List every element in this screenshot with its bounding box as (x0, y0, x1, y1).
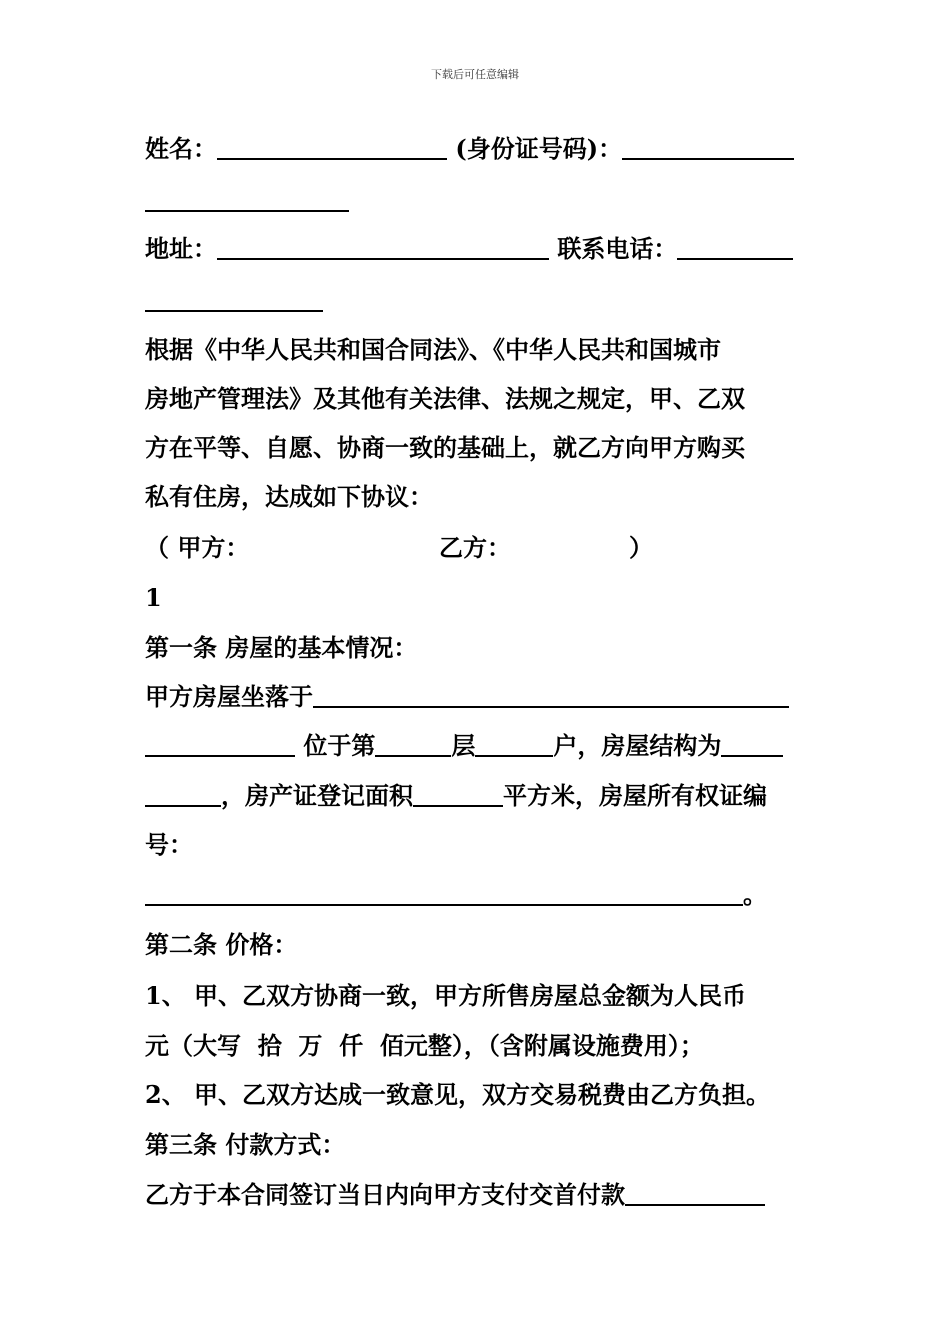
party-b-label: 乙方： (439, 533, 511, 562)
preamble-line-2: 房地产管理法》及其他有关法律、法规之规定，甲、乙双 (145, 384, 745, 413)
floor-blank (375, 733, 451, 757)
area-blank (413, 783, 503, 807)
id-blank-continued (145, 188, 349, 212)
unit-blank (475, 733, 553, 757)
phone-blank-continued (145, 288, 323, 312)
article2-item2: 2、 甲、乙双方达成一致意见，双方交易税费由乙方负担。 (145, 1080, 771, 1109)
floor-prefix: 位于第 (295, 731, 376, 760)
cert-line (145, 880, 767, 910)
article1-title: 第一条 房屋的基本情况： (145, 633, 418, 662)
floor-label: 层 (451, 731, 476, 760)
name-blank (217, 136, 447, 160)
address-blank (217, 236, 549, 260)
phone-blank (677, 236, 793, 260)
article3-line1 (145, 1180, 765, 1210)
location-blank (313, 684, 789, 708)
name-label: 姓名： (145, 134, 217, 163)
party-a-label: （ 甲方： (145, 533, 250, 562)
address-label: 地址： (145, 234, 217, 263)
parties-line (145, 533, 653, 563)
article3-title: 第三条 付款方式： (145, 1130, 346, 1159)
payment-blank (625, 1182, 765, 1206)
phone-continuation-line (145, 286, 323, 316)
header-watermark: 下载后可任意编辑 (431, 68, 519, 81)
name-id-line (145, 134, 794, 164)
structure-blank (721, 733, 783, 757)
preamble-line-3: 方在平等、自愿、协商一致的基础上，就乙方向甲方购买 (145, 433, 745, 462)
unit-label: 户，房屋结构为 (553, 731, 722, 760)
article2-item1-line2: 元（大写 拾 万 仟 佰元整），（含附属设施费用）； (145, 1031, 704, 1060)
area-unit: 平方米，房屋所有权证编 (503, 781, 767, 810)
article2-item1-line1: 1、 甲、乙双方协商一致，甲方所售房屋总金额为人民币 (145, 981, 747, 1010)
id-label: (身份证号码)： (455, 134, 623, 163)
structure-blank-continued (145, 783, 221, 807)
area-label: ，房产证登记面积 (221, 781, 413, 810)
location-line (145, 682, 789, 712)
area-line (145, 781, 767, 811)
id-continuation-line (145, 186, 349, 216)
id-blank (622, 136, 794, 160)
cert-suffix: 号： (145, 830, 193, 859)
cert-blank (145, 882, 743, 906)
location-blank-continued (145, 733, 295, 757)
floor-line (145, 731, 783, 761)
cert-end-mark: 。 (743, 880, 767, 909)
address-phone-line (145, 234, 793, 264)
page-number: 1 (145, 583, 162, 612)
preamble-line-4: 私有住房，达成如下协议： (145, 482, 433, 511)
preamble-line-1: 根据《中华人民共和国合同法》、《中华人民共和国城市 (145, 335, 721, 364)
parties-close: ） (629, 533, 653, 562)
article2-title: 第二条 价格： (145, 930, 298, 959)
phone-label: 联系电话： (557, 234, 678, 263)
location-label: 甲方房屋坐落于 (145, 682, 313, 711)
payment-label: 乙方于本合同签订当日内向甲方支付交首付款 (145, 1180, 625, 1209)
